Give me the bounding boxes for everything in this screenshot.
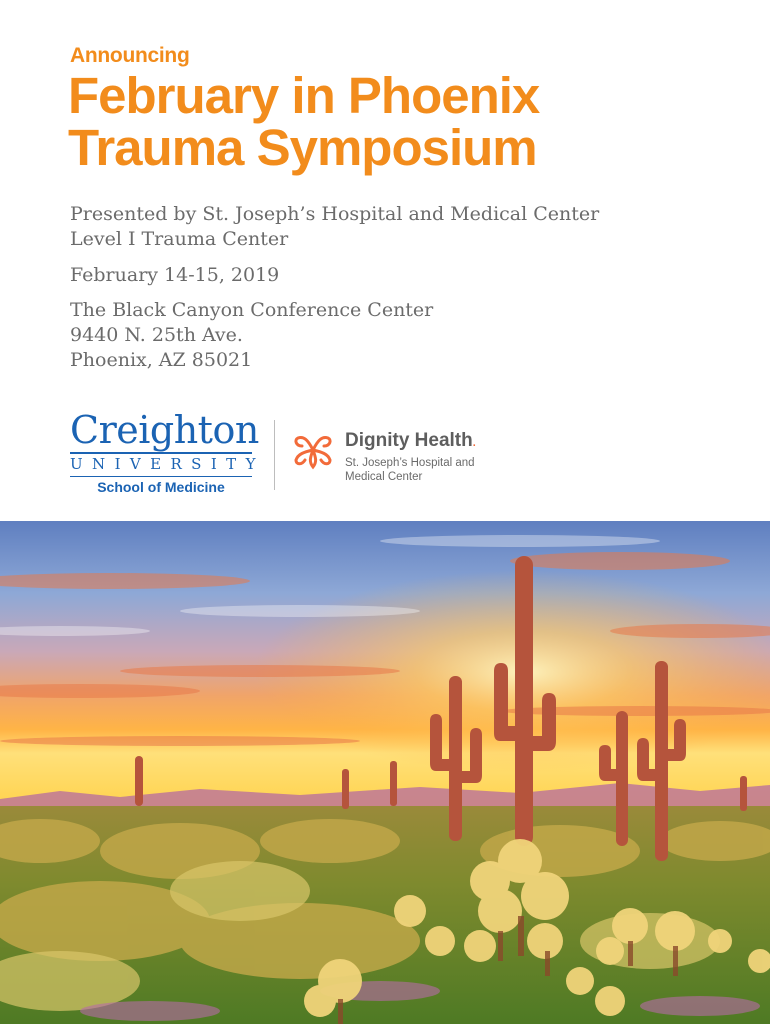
dignity-star-icon (290, 430, 336, 470)
venue-street: 9440 N. 25th Ave. (70, 324, 243, 346)
dignity-sub-line-1: St. Joseph’s Hospital and (345, 457, 475, 469)
announcing-label: Announcing (70, 44, 190, 67)
creighton-logo (70, 408, 265, 495)
date-block (70, 263, 279, 288)
creighton-university: UNIVERSITY (70, 454, 265, 473)
page-title (68, 67, 708, 176)
presenter-block (70, 202, 599, 252)
dignity-health-name: Dignity Health. (345, 430, 476, 451)
title-line-2: Trauma Symposium (68, 119, 537, 176)
title-line-1: February in Phoenix (68, 67, 540, 124)
creighton-rule-2 (70, 476, 252, 478)
venue-name: The Black Canyon Conference Center (70, 299, 434, 321)
desert-scene-image (0, 521, 770, 1024)
sponsor-logos (70, 410, 510, 500)
presenter-line-2: Level I Trauma Center (70, 228, 289, 250)
venue-block (70, 298, 433, 373)
creighton-school: School of Medicine (97, 479, 225, 495)
dignity-sub-line-2: Medical Center (345, 471, 423, 483)
presenter-line-1: Presented by St. Joseph’s Hospital and Medical Center (70, 203, 600, 225)
dignity-subtitle (345, 456, 515, 484)
venue-city: Phoenix, AZ 85021 (70, 349, 253, 371)
creighton-name: Creighton (70, 408, 259, 452)
logo-divider (274, 420, 275, 490)
desert-sunset-photo (0, 521, 770, 1024)
dignity-mark: . (472, 437, 476, 449)
event-date: February 14-15, 2019 (70, 264, 280, 286)
